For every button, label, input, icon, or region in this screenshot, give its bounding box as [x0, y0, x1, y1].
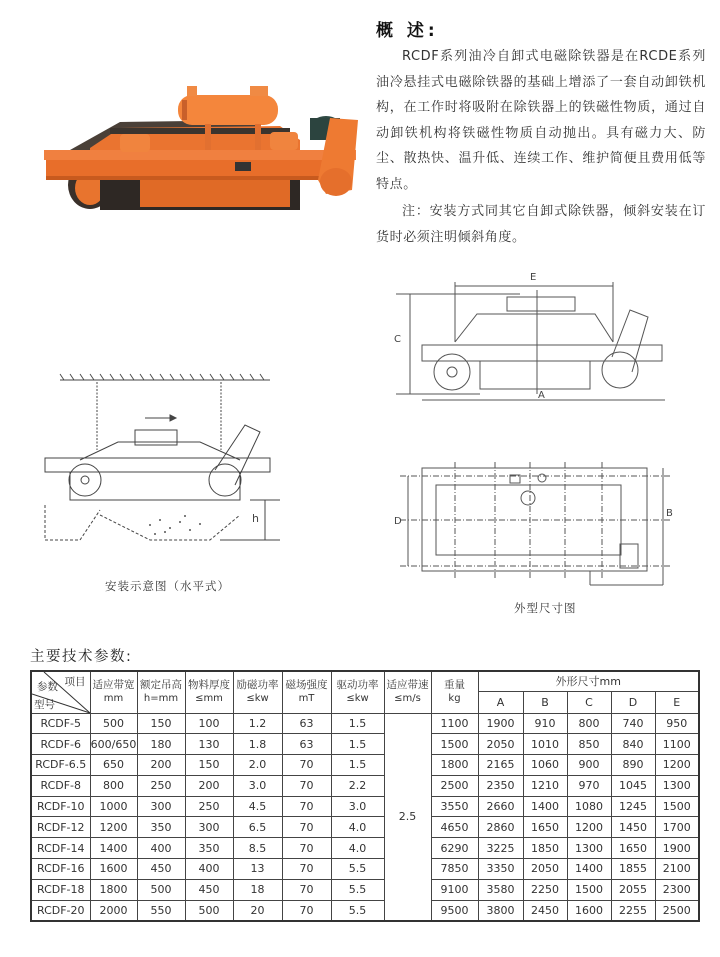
- cell-weight: 4650: [431, 817, 478, 838]
- cell-b: 2450: [523, 900, 567, 921]
- corner-header-cell: [31, 671, 90, 713]
- cell-drive: 5.5: [331, 859, 384, 880]
- cell-model: RCDF-14: [31, 838, 90, 859]
- cell-c: 1500: [567, 879, 611, 900]
- cell-height: 180: [137, 734, 185, 755]
- cell-b: 1010: [523, 734, 567, 755]
- col-header-dim-a: A: [478, 691, 523, 713]
- col-header-dim-b: B: [523, 691, 567, 713]
- cell-exc: 20: [233, 900, 282, 921]
- cell-height: 450: [137, 859, 185, 880]
- cell-field: 70: [282, 859, 331, 880]
- cell-a: 2860: [478, 817, 523, 838]
- col-header-dim-d: D: [611, 691, 655, 713]
- cell-b: 2050: [523, 859, 567, 880]
- overview-body: [376, 44, 706, 250]
- cell-model: RCDF-12: [31, 817, 90, 838]
- cell-b: 1400: [523, 796, 567, 817]
- cell-width: 1800: [90, 879, 137, 900]
- product-photo: [30, 70, 360, 220]
- cell-model: RCDF-20: [31, 900, 90, 921]
- cell-e: 1200: [655, 755, 699, 776]
- cell-model: RCDF-6: [31, 734, 90, 755]
- cell-thick: 450: [185, 879, 233, 900]
- spec-table-title: 主要技术参数:: [30, 649, 133, 665]
- cell-width: 1000: [90, 796, 137, 817]
- outline-top-diagram: [380, 450, 680, 590]
- cell-c: 1080: [567, 796, 611, 817]
- table-row: [31, 859, 699, 880]
- cell-drive: 2.2: [331, 775, 384, 796]
- cell-exc: 3.0: [233, 775, 282, 796]
- svg-text:D: D: [394, 516, 402, 527]
- spec-table: [30, 670, 700, 922]
- cell-d: 840: [611, 734, 655, 755]
- cell-exc: 2.0: [233, 755, 282, 776]
- cell-d: 890: [611, 755, 655, 776]
- cell-exc: 13: [233, 859, 282, 880]
- cell-a: 3225: [478, 838, 523, 859]
- cell-height: 500: [137, 879, 185, 900]
- cell-exc: 1.8: [233, 734, 282, 755]
- cell-drive: 1.5: [331, 755, 384, 776]
- cell-field: 70: [282, 755, 331, 776]
- cell-b: 910: [523, 713, 567, 734]
- cell-weight: 1100: [431, 713, 478, 734]
- col-header-weight: 重量 kg: [431, 671, 478, 713]
- table-row: [31, 734, 699, 755]
- corner-param-label: 参数: [37, 681, 58, 693]
- corner-model-label: 型号: [34, 698, 55, 711]
- cell-drive: 5.5: [331, 879, 384, 900]
- installation-diagram: [40, 370, 290, 560]
- cell-width: 800: [90, 775, 137, 796]
- cell-thick: 350: [185, 838, 233, 859]
- cell-c: 800: [567, 713, 611, 734]
- cell-drive: 1.5: [331, 734, 384, 755]
- table-row: [31, 775, 699, 796]
- cell-field: 70: [282, 900, 331, 921]
- col-header-dim-e: E: [655, 691, 699, 713]
- spec-table-body: [31, 713, 699, 921]
- table-row: [31, 817, 699, 838]
- cell-model: RCDF-8: [31, 775, 90, 796]
- cell-e: 1900: [655, 838, 699, 859]
- cell-drive: 1.5: [331, 713, 384, 734]
- cell-weight: 3550: [431, 796, 478, 817]
- corner-item-label: 项目: [64, 676, 86, 688]
- cell-d: 2055: [611, 879, 655, 900]
- outline-diagram-caption: 外型尺寸图: [514, 601, 577, 615]
- cell-exc: 8.5: [233, 838, 282, 859]
- overview-title: 概 述:: [376, 21, 439, 41]
- col-header-dimensions-group: 外形尺寸mm: [478, 671, 699, 691]
- cell-d: 1650: [611, 838, 655, 859]
- cell-c: 900: [567, 755, 611, 776]
- cell-model: RCDF-10: [31, 796, 90, 817]
- col-header-dim-c: C: [567, 691, 611, 713]
- col-header-belt-speed: 适应带速 ≤m/s: [384, 671, 431, 713]
- table-row: [31, 838, 699, 859]
- cell-drive: 5.5: [331, 900, 384, 921]
- svg-text:B: B: [666, 508, 673, 519]
- cell-e: 2100: [655, 859, 699, 880]
- cell-a: 3350: [478, 859, 523, 880]
- cell-d: 1045: [611, 775, 655, 796]
- table-row: [31, 755, 699, 776]
- table-row: [31, 713, 699, 734]
- cell-width: 1200: [90, 817, 137, 838]
- cell-thick: 100: [185, 713, 233, 734]
- cell-height: 250: [137, 775, 185, 796]
- cell-a: 2350: [478, 775, 523, 796]
- overview-paragraph: RCDF系列油冷自卸式电磁除铁器是在RCDE系列油冷悬挂式电磁除铁器的基础上增添了一套自动卸铁机构，在工作时将吸附在除铁器上的铁磁性物质，通过自动卸铁机构将铁磁性物质自动抛出。具有磁力大、防尘、散热快、温升低、连续工作、维护简便且费用低等特点。: [376, 49, 706, 192]
- cell-e: 2300: [655, 879, 699, 900]
- cell-a: 2050: [478, 734, 523, 755]
- cell-e: 1500: [655, 796, 699, 817]
- cell-width: 1600: [90, 859, 137, 880]
- cell-width: 650: [90, 755, 137, 776]
- col-header-drive-power: 驱动功率 ≤kw: [331, 671, 384, 713]
- cell-a: 3580: [478, 879, 523, 900]
- cell-exc: 1.2: [233, 713, 282, 734]
- cell-b: 2250: [523, 879, 567, 900]
- cell-b: 1060: [523, 755, 567, 776]
- cell-height: 400: [137, 838, 185, 859]
- cell-c: 1300: [567, 838, 611, 859]
- col-header-material-thickness: 物料厚度 ≤mm: [185, 671, 233, 713]
- cell-d: 1855: [611, 859, 655, 880]
- cell-a: 2165: [478, 755, 523, 776]
- col-header-hang-height: 额定吊高 h=mm: [137, 671, 185, 713]
- cell-e: 950: [655, 713, 699, 734]
- cell-width: 2000: [90, 900, 137, 921]
- col-header-excitation-power: 励磁功率 ≤kw: [233, 671, 282, 713]
- cell-model: RCDF-18: [31, 879, 90, 900]
- svg-text:A: A: [538, 390, 545, 401]
- cell-height: 200: [137, 755, 185, 776]
- cell-weight: 6290: [431, 838, 478, 859]
- cell-exc: 6.5: [233, 817, 282, 838]
- cell-field: 70: [282, 817, 331, 838]
- cell-thick: 500: [185, 900, 233, 921]
- install-diagram-caption: 安装示意图（水平式）: [105, 579, 230, 593]
- cell-weight: 9500: [431, 900, 478, 921]
- cell-height: 150: [137, 713, 185, 734]
- cell-weight: 7850: [431, 859, 478, 880]
- cell-model: RCDF-5: [31, 713, 90, 734]
- cell-height: 300: [137, 796, 185, 817]
- cell-b: 1850: [523, 838, 567, 859]
- overview-note: 注：安装方式同其它自卸式除铁器，倾斜安装在订货时必须注明倾斜角度。: [376, 204, 706, 245]
- cell-e: 1300: [655, 775, 699, 796]
- cell-c: 1600: [567, 900, 611, 921]
- cell-field: 63: [282, 713, 331, 734]
- outline-side-diagram: [380, 262, 680, 412]
- cell-thick: 250: [185, 796, 233, 817]
- cell-c: 850: [567, 734, 611, 755]
- cell-field: 70: [282, 838, 331, 859]
- cell-c: 1400: [567, 859, 611, 880]
- cell-width: 600/650: [90, 734, 137, 755]
- cell-drive: 4.0: [331, 838, 384, 859]
- cell-weight: 1800: [431, 755, 478, 776]
- cell-height: 550: [137, 900, 185, 921]
- cell-thick: 300: [185, 817, 233, 838]
- cell-thick: 400: [185, 859, 233, 880]
- cell-e: 2500: [655, 900, 699, 921]
- cell-field: 70: [282, 775, 331, 796]
- cell-e: 1100: [655, 734, 699, 755]
- cell-weight: 2500: [431, 775, 478, 796]
- cell-b: 1650: [523, 817, 567, 838]
- svg-text:E: E: [530, 272, 537, 283]
- cell-c: 970: [567, 775, 611, 796]
- cell-drive: 3.0: [331, 796, 384, 817]
- cell-thick: 200: [185, 775, 233, 796]
- cell-b: 1210: [523, 775, 567, 796]
- cell-field: 70: [282, 796, 331, 817]
- cell-weight: 9100: [431, 879, 478, 900]
- col-header-field-strength: 磁场强度 mT: [282, 671, 331, 713]
- cell-exc: 18: [233, 879, 282, 900]
- install-h-label: h: [252, 512, 259, 525]
- cell-d: 740: [611, 713, 655, 734]
- svg-text:C: C: [394, 334, 401, 345]
- cell-e: 1700: [655, 817, 699, 838]
- cell-a: 1900: [478, 713, 523, 734]
- cell-d: 1450: [611, 817, 655, 838]
- cell-model: RCDF-6.5: [31, 755, 90, 776]
- cell-exc: 4.5: [233, 796, 282, 817]
- cell-a: 2660: [478, 796, 523, 817]
- cell-thick: 150: [185, 755, 233, 776]
- cell-field: 70: [282, 879, 331, 900]
- table-row: [31, 796, 699, 817]
- cell-d: 2255: [611, 900, 655, 921]
- cell-belt-speed-shared: 2.5: [384, 713, 431, 921]
- cell-height: 350: [137, 817, 185, 838]
- cell-width: 1400: [90, 838, 137, 859]
- cell-weight: 1500: [431, 734, 478, 755]
- cell-drive: 4.0: [331, 817, 384, 838]
- col-header-belt-width: 适应带宽 mm: [90, 671, 137, 713]
- table-row: [31, 879, 699, 900]
- table-row: [31, 900, 699, 921]
- cell-a: 3800: [478, 900, 523, 921]
- cell-field: 63: [282, 734, 331, 755]
- cell-width: 500: [90, 713, 137, 734]
- cell-d: 1245: [611, 796, 655, 817]
- cell-thick: 130: [185, 734, 233, 755]
- cell-model: RCDF-16: [31, 859, 90, 880]
- cell-c: 1200: [567, 817, 611, 838]
